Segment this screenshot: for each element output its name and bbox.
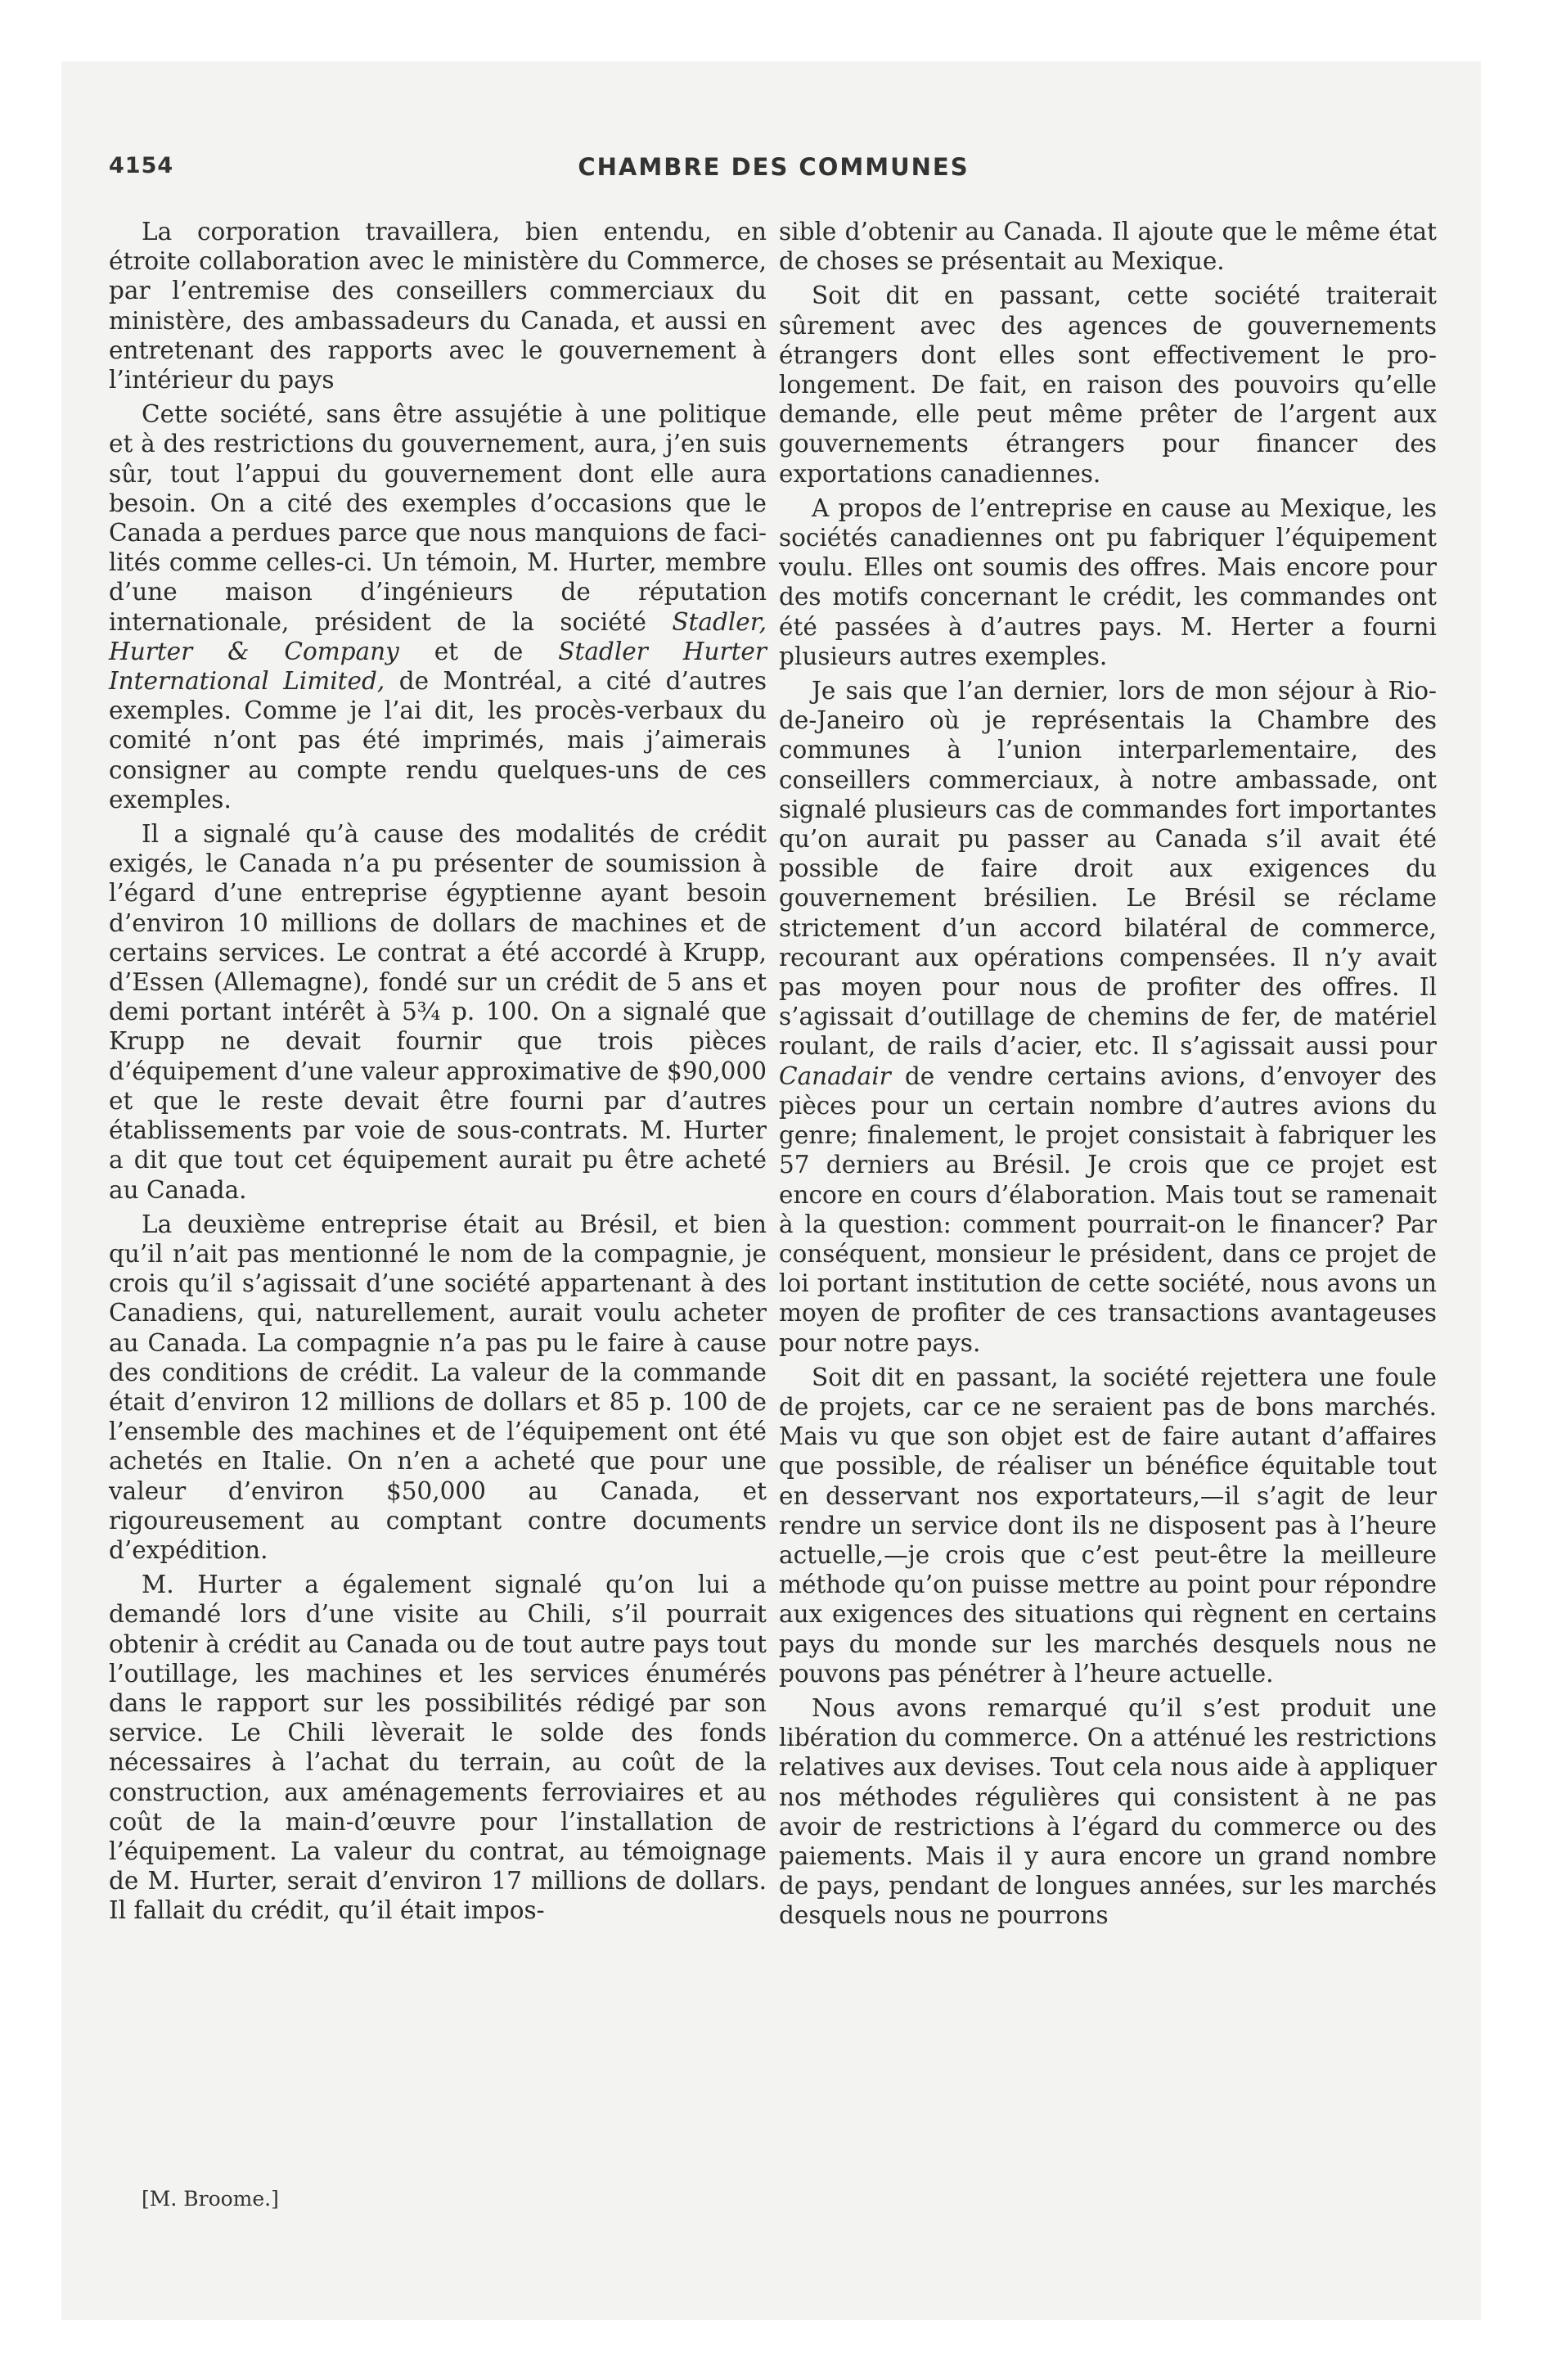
paragraph: Soit dit en passant, la société rejettera une foule de projets, car ce ne seraient pas de bons marchés. Mais vu que son objet est de faire autant d’affaires que possible, de réaliser un bénéfice équitable tout en desservant nos exportateurs,—il s’agit de leur rendre un service dont ils ne disposent pas à l’heure actuelle,—je crois que c’est peut-être la meilleure méthode qu’on puisse mettre au point pour répondre aux exigences des situations qui règnent en certains pays du monde sur les marchés desquels nous ne pouvons pas pénétrer à l’heure actuelle.	[779, 1363, 1437, 1688]
paragraph: La corporation travaillera, bien entendu, en étroite collaboration avec le ministère du Commerce, par l’entremise des conseillers commerciaux du ministère, des ambassadeurs du Canada, et aussi en entretenant des rapports avec le gouvernement à l’intérieur du pays	[109, 218, 767, 394]
paragraph: M. Hurter a également signalé qu’on lui a demandé lors d’une visite au Chili, s’il pourrait obtenir à crédit au Canada ou de tout autre pays tout l’outillage, les machines et les services énumérés dans le rapport sur les possibilités rédigé par son service. Le Chili lèverait le solde des fonds nécessaires à l’achat du terrain, au coût de la construction, aux aménagements ferroviaires et au coût de la main-d’œuvre pour l’installation de l’équipement. La valeur du contrat, au témoignage de M. Hurter, serait d’environ 17 millions de dollars. Il fallait du crédit, qu’il était impos-	[109, 1571, 767, 1925]
company-name: Stadler Hurter International Limited,	[109, 637, 767, 696]
paragraph: A propos de l’entreprise en cause au Mexique, les sociétés canadiennes ont pu fabriquer l’équipement voulu. Elles ont soumis des offres. Mais encore pour des motifs concernant le crédit, les commandes ont été passées à d’autres pays. M. Herter a fourni plusieurs autres exemples.	[779, 494, 1437, 670]
page-sheet	[61, 61, 1481, 2320]
running-title: CHAMBRE DES COMMUNES	[578, 153, 970, 181]
page-number: 4154	[109, 153, 174, 178]
left-column	[109, 217, 767, 2230]
speaker-note: [M. Broome.]	[142, 2187, 279, 2211]
paragraph: Soit dit en passant, cette société traiterait sûrement avec des agences de gouvernements étrangers dont elles sont effectivement le prolongement. De fait, en raison des pouvoirs qu’elle demande, elle peut même prêter de l’argent aux gouvernements étrangers pour financer des exportations canadiennes.	[779, 282, 1437, 488]
paragraph: Il a signalé qu’à cause des modalités de crédit exigés, le Canada n’a pu présenter de soumission à l’égard d’une entreprise égyptienne ayant besoin d’environ 10 millions de dollars de machines et de certains services. Le contrat a été accordé à Krupp, d’Essen (Allemagne), fondé sur un crédit de 5 ans et demi portant intérêt à 5¾ p. 100. On a signalé que Krupp ne devait fournir que trois pièces d’équipement d’une valeur approximative de $90,000 et que le reste devait être fourni par d’autres établissements par voie de sous-contrats. M. Hurter a dit que tout cet équipement aurait pu être acheté au Canada.	[109, 820, 767, 1204]
right-column	[779, 217, 1437, 2230]
paragraph: La deuxième entreprise était au Brésil, et bien qu’il n’ait pas mentionné le nom de la compagnie, je crois qu’il s’agissait d’une société appartenant à des Canadiens, qui, naturellement, aurait voulu acheter au Canada. La compagnie n’a pas pu le faire à cause des conditions de crédit. La valeur de la commande était d’environ 12 millions de dollars et 85 p. 100 de l’ensemble des machines et de l’équipement ont été achetés en Italie. On n’en a acheté que pour une valeur d’environ $50,000 au Canada, et rigoureusement au comptant contre documents d’expédition.	[109, 1210, 767, 1564]
company-name: Stadler, Hurter & Company	[109, 607, 767, 665]
paragraph: Je sais que l’an dernier, lors de mon séjour à Rio-de-Janeiro où je représentais la Chambre des communes à l’union interparlementaire, des conseillers commerciaux, à notre ambassade, ont signalé plusieurs cas de commandes fort importantes qu’on aurait pu passer au Canada s’il avait été possible de faire droit aux exigences du gouvernement brésilien. Le Brésil se réclame strictement d’un accord bilatéral de commerce, recourant aux opérations compensées. Il n’y avait pas moyen pour nous de profiter des offres. Il s’agissait d’outillage de chemins de fer, de matériel roulant, de rails d’acier, etc. Il s’agissait aussi pour Canadair de vendre certains avions, d’envoyer des pièces pour un certain nombre d’autres avions du genre; finalement, le projet consistait à fabriquer les 57 derniers au Brésil. Je crois que ce projet est encore en cours d’élaboration. Mais tout se ramenait à la question: comment pourrait-on le financer? Par conséquent, monsieur le président, dans ce projet de loi portant institution de cette société, nous avons un moyen de profiter de ces transactions avantageuses pour notre pays.	[779, 677, 1437, 1357]
paragraph: Nous avons remarqué qu’il s’est produit une libération du commerce. On a atténué les restrictions relatives aux devises. Tout cela nous aide à appliquer nos méthodes régulières qui consistent à ne pas avoir de restrictions à l’égard du commerce ou des paiements. Mais il y aura encore un grand nombre de pays, pendant de longues années, sur les marchés desquels nous ne pourrons	[779, 1693, 1437, 1930]
company-name: Canadair	[779, 1062, 891, 1090]
paragraph-continued: sible d’obtenir au Canada. Il ajoute que le même état de choses se présentait au Mexique.	[779, 218, 1437, 276]
paragraph: Cette société, sans être assujétie à une politique et à des restrictions du gouvernement, aura, j’en suis sûr, tout l’appui du gouvernement dont elle aura besoin. On a cité des exemples d’occasions que le Canada a perdues parce que nous manquions de facilités comme celles-ci. Un témoin, M. Hurter, membre d’une maison d’ingénieurs de réputation internationale, président de la société Stadler, Hurter & Company et de Stadler Hurter International Limited, de Montréal, a cité d’autres exemples. Comme je l’ai dit, les procès-verbaux du comité n’ont pas été imprimés, mais j’aimerais consigner au compte rendu quelques-uns de ces exemples.	[109, 400, 767, 814]
page-header	[109, 153, 1438, 189]
